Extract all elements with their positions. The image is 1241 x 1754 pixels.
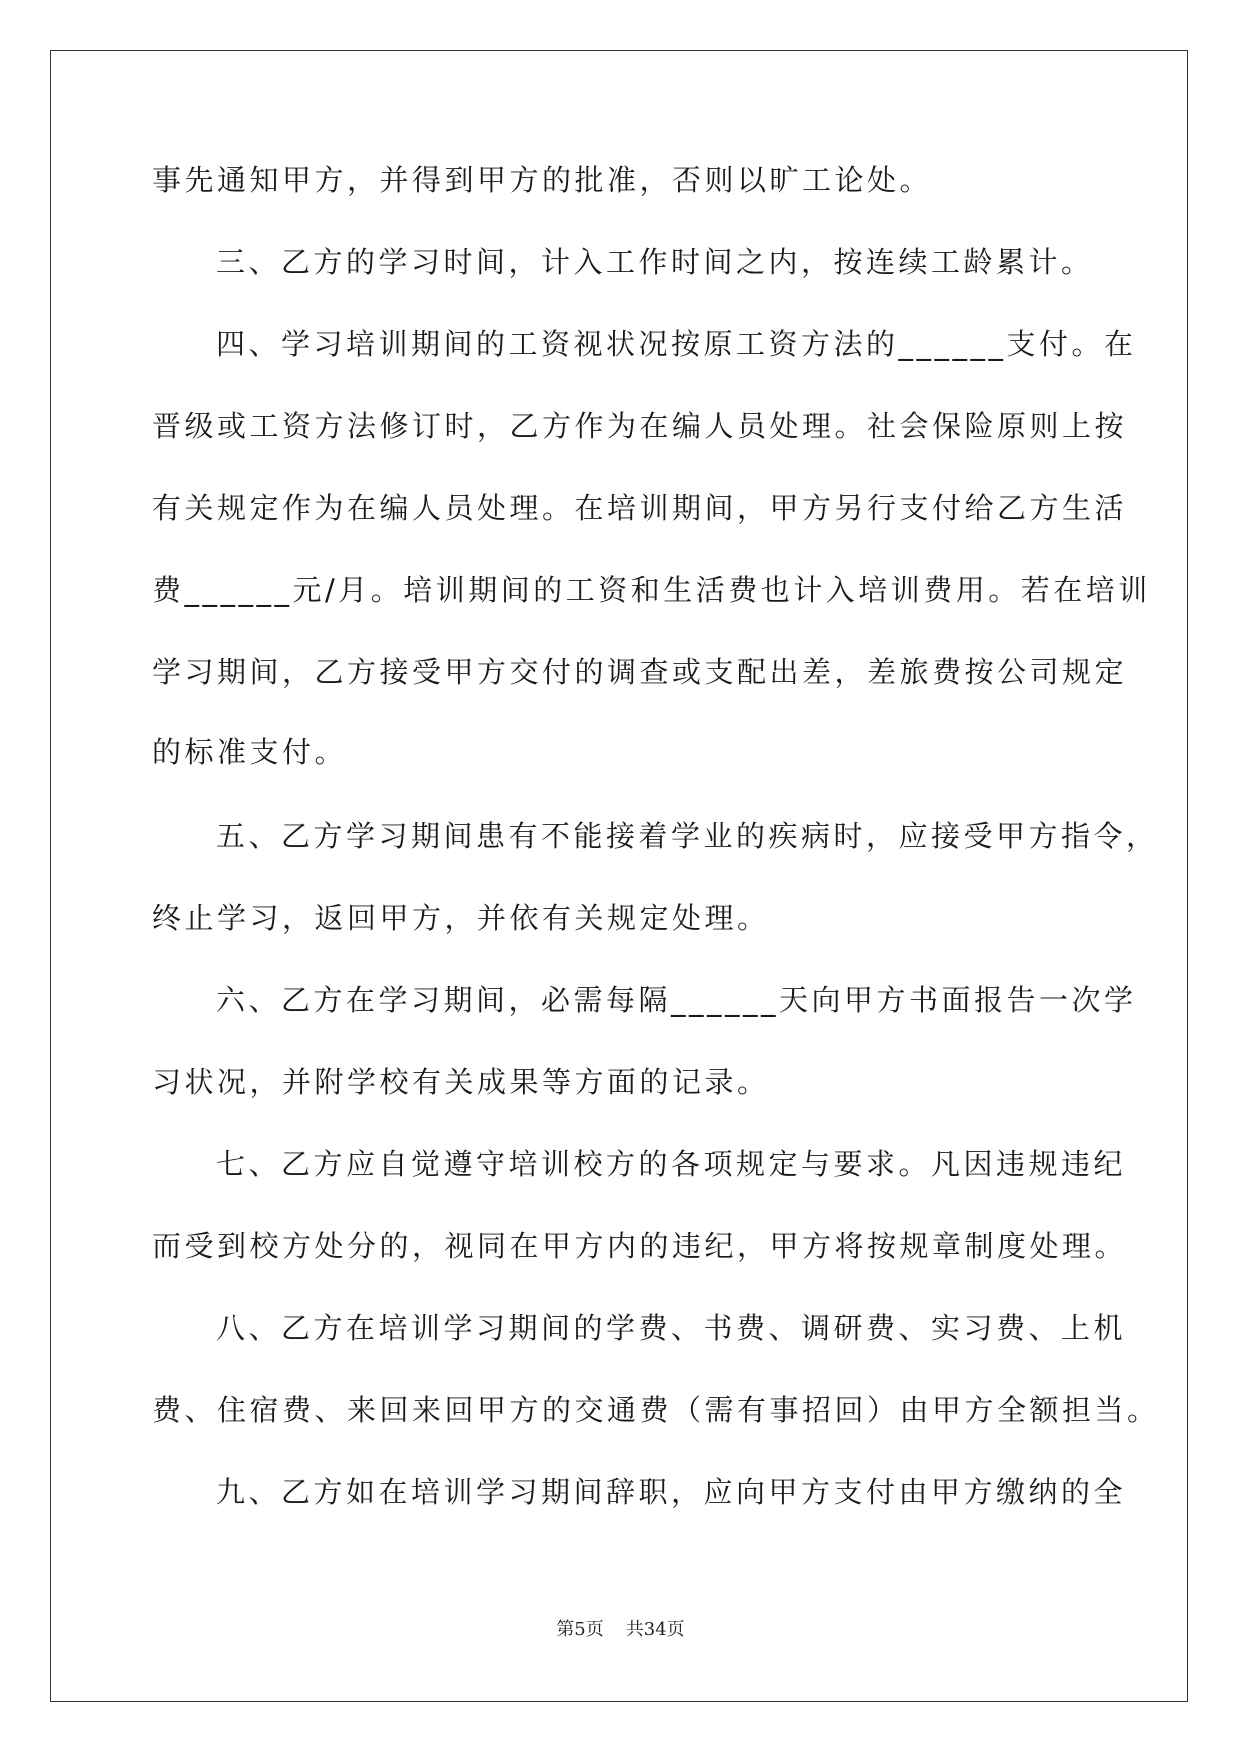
text-line: 事先通知甲方，并得到甲方的批准，否则以旷工论处。 xyxy=(152,163,933,197)
text-line: 而受到校方处分的，视同在甲方内的违纪，甲方将按规章制度处理。 xyxy=(152,1229,1128,1263)
text-line: 三、乙方的学习时间，计入工作时间之内，按连续工龄累计。 xyxy=(216,245,1094,279)
text-line: 习状况，并附学校有关成果等方面的记录。 xyxy=(152,1065,770,1099)
text-line: 的标准支付。 xyxy=(152,735,348,769)
page-footer xyxy=(0,1615,1241,1641)
text-line: 学习期间，乙方接受甲方交付的调查或支配出差，差旅费按公司规定 xyxy=(152,655,1128,689)
text-line: 八、乙方在培训学习期间的学费、书费、调研费、实习费、上机 xyxy=(216,1311,1127,1345)
text-line: 七、乙方应自觉遵守培训校方的各项规定与要求。凡因违规违纪 xyxy=(216,1147,1127,1181)
text-line: 五、乙方学习期间患有不能接着学业的疾病时，应接受甲方指令， xyxy=(216,819,1159,853)
text-line: 六、乙方在学习期间，必需每隔______天向甲方书面报告一次学 xyxy=(216,983,1137,1017)
text-line: 有关规定作为在编人员处理。在培训期间，甲方另行支付给乙方生活 xyxy=(152,491,1128,525)
text-line: 费______元/月。培训期间的工资和生活费也计入培训费用。若在培训 xyxy=(152,573,1151,607)
page-total: 共34页 xyxy=(625,1619,685,1640)
text-line: 四、学习培训期间的工资视状况按原工资方法的______支付。在 xyxy=(216,327,1137,361)
page-number: 第5页 xyxy=(556,1619,604,1640)
page-border xyxy=(50,50,1188,1702)
text-line: 终止学习，返回甲方，并依有关规定处理。 xyxy=(152,901,770,935)
text-line: 晋级或工资方法修订时，乙方作为在编人员处理。社会保险原则上按 xyxy=(152,409,1128,443)
text-line: 九、乙方如在培训学习期间辞职，应向甲方支付由甲方缴纳的全 xyxy=(216,1475,1127,1509)
text-line: 费、住宿费、来回来回甲方的交通费（需有事招回）由甲方全额担当。 xyxy=(152,1393,1160,1427)
